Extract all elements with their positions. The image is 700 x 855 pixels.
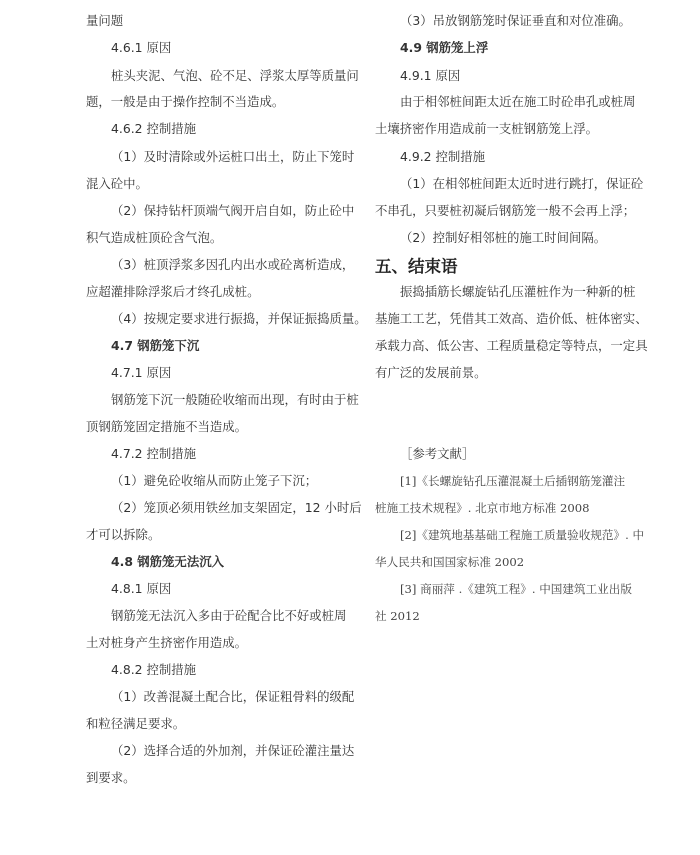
references-heading: ［参考文献］ (400, 446, 475, 461)
subsection-heading: 4.9.2 控制措施 (400, 149, 486, 164)
paragraph-line: 顶钢筋笼固定措施不当造成。 (86, 419, 248, 434)
reference-item: 桩施工技术规程》. 北京市地方标准 2008 (375, 501, 590, 515)
reference-item: [1]《长螺旋钻孔压灌混凝土后插钢筋笼灌注 (400, 474, 626, 488)
paragraph-line: （4）按规定要求进行振捣，并保证振捣质量。 (111, 311, 367, 326)
paragraph-line: （1）避免砼收缩从而防止笼子下沉； (111, 473, 318, 488)
subsection-heading: 4.9.1 原因 (400, 68, 461, 83)
paragraph-line: 桩头夹泥、气泡、砼不足、浮浆太厚等质量问 (111, 68, 359, 83)
paragraph-line: 和粒径满足要求。 (86, 716, 186, 731)
paragraph-line: 土对桩身产生挤密作用造成。 (86, 635, 248, 650)
paragraph-line: 基施工工艺，凭借其工效高、造价低、桩体密实、 (375, 311, 648, 326)
paragraph-line: （1）改善混凝土配合比，保证粗骨料的级配 (111, 689, 355, 704)
paragraph-line: 振捣插筋长螺旋钻孔压灌桩作为一种新的桩 (400, 284, 636, 299)
paragraph-line: （2）保持钻杆顶端气阀开启自如，防止砼中 (111, 203, 355, 218)
paragraph-line: （3）吊放钢筋笼时保证垂直和对位准确。 (400, 13, 631, 28)
section-heading: 4.8 钢筋笼无法沉入 (111, 554, 224, 569)
subsection-heading: 4.7.2 控制措施 (111, 446, 197, 461)
paragraph-line: （2）控制好相邻桩的施工时间间隔。 (400, 230, 607, 245)
paragraph-line: 承载力高、低公害、工程质量稳定等特点，一定具 (375, 338, 648, 353)
subsection-heading: 4.6.1 原因 (111, 40, 172, 55)
section-heading: 4.7 钢筋笼下沉 (111, 338, 200, 353)
reference-item: 社 2012 (375, 609, 420, 623)
paragraph-line: 积气造成桩顶砼含气泡。 (86, 230, 223, 245)
chapter-heading: 五、结束语 (375, 257, 458, 276)
paragraph-line: 到要求。 (86, 770, 136, 785)
paragraph-line: 钢筋笼无法沉入多由于砼配合比不好或桩周 (111, 608, 347, 623)
section-heading: 4.9 钢筋笼上浮 (400, 40, 489, 55)
subsection-heading: 4.7.1 原因 (111, 365, 172, 380)
paragraph-line: （2）笼顶必须用铁丝加支架固定，12 小时后 (111, 500, 362, 515)
reference-item: [2]《建筑地基基础工程施工质量验收规范》. 中 (400, 528, 645, 542)
paragraph-line: 量问题 (86, 13, 124, 28)
paragraph-line: （1）及时清除或外运桩口出土，防止下笼时 (111, 149, 355, 164)
paragraph-line: 混入砼中。 (86, 176, 148, 191)
reference-item: [3] 商丽萍 .《建筑工程》. 中国建筑工业出版 (400, 582, 632, 596)
paragraph-line: 应超灌排除浮浆后才终孔成桩。 (86, 284, 260, 299)
paragraph-line: （2）选择合适的外加剂，并保证砼灌注量达 (111, 743, 355, 758)
paragraph-line: 题，一般是由于操作控制不当造成。 (86, 94, 285, 109)
paragraph-line: 不串孔，只要桩初凝后钢筋笼一般不会再上浮； (375, 203, 636, 218)
subsection-heading: 4.6.2 控制措施 (111, 121, 197, 136)
paragraph-line: （3）桩顶浮浆多因孔内出水或砼离析造成， (111, 257, 355, 272)
reference-item: 华人民共和国国家标准 2002 (375, 555, 525, 569)
paragraph-line: 钢筋笼下沉一般随砼收缩而出现，有时由于桩 (111, 392, 359, 407)
subsection-heading: 4.8.1 原因 (111, 581, 172, 596)
paragraph-line: （1）在相邻桩间距太近时进行跳打，保证砼 (400, 176, 644, 191)
paragraph-line: 有广泛的发展前景。 (375, 365, 487, 380)
paragraph-line: 土壤挤密作用造成前一支桩钢筋笼上浮。 (375, 121, 599, 136)
paragraph-line: 由于相邻桩间距太近在施工时砼串孔或桩周 (400, 94, 636, 109)
subsection-heading: 4.8.2 控制措施 (111, 662, 197, 677)
paragraph-line: 才可以拆除。 (86, 527, 161, 542)
